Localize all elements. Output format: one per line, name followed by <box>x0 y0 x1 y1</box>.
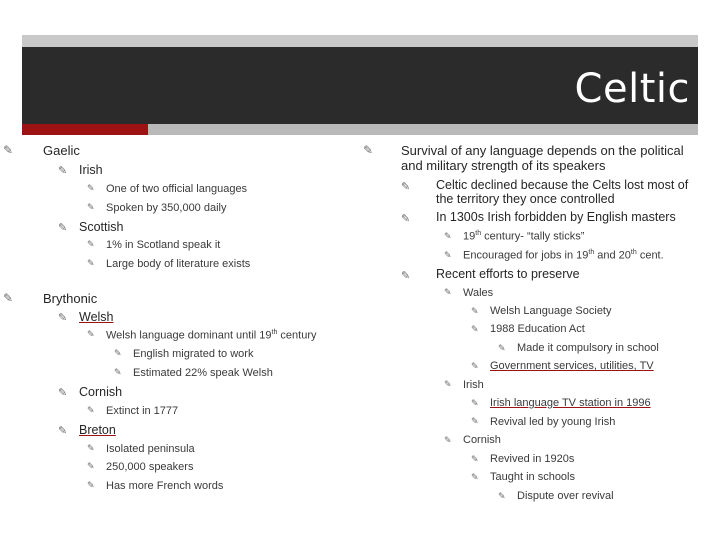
heading-gaelic: Gaelic <box>43 143 80 158</box>
scottish-point-2: Large body of literature exists <box>106 258 251 270</box>
pushpin-icon: ✎ <box>87 444 95 454</box>
wales-point-2: 1988 Education Act <box>490 323 585 335</box>
breton-point-3: Has more French words <box>106 480 224 492</box>
pushpin-icon: ✎ <box>498 492 506 502</box>
pushpin-icon: ✎ <box>471 362 479 372</box>
pushpin-icon: ✎ <box>3 291 14 305</box>
pushpin-icon: ✎ <box>444 380 452 390</box>
pushpin-icon: ✎ <box>471 473 479 483</box>
item-irish: Irish <box>79 163 103 177</box>
welsh-point-1: Welsh language dominant until 19th century <box>106 329 317 342</box>
irish-point-1-right[interactable]: Irish language TV station in 1996 <box>490 397 651 409</box>
item-irish-right: Irish <box>463 379 484 391</box>
scottish-point-1: 1% in Scotland speak it <box>106 239 221 251</box>
wales-subpoint-1: Made it compulsory in school <box>517 342 659 354</box>
pushpin-icon: ✎ <box>401 180 411 193</box>
pushpin-icon: ✎ <box>3 143 14 157</box>
pushpin-icon: ✎ <box>87 259 95 269</box>
decline-line-1: Celtic declined because the Celts lost most of <box>436 178 689 192</box>
irish-point-2-right: Revival led by young Irish <box>490 416 616 428</box>
breton-point-2: 250,000 speakers <box>106 461 194 473</box>
survival-line-2: and military strength of its speakers <box>401 158 606 173</box>
pushpin-icon: ✎ <box>471 325 479 335</box>
wales-point-1: Welsh Language Society <box>490 305 612 317</box>
wales-point-3[interactable]: Government services, utilities, TV <box>490 360 654 372</box>
top-bar <box>22 35 698 47</box>
pushpin-icon: ✎ <box>58 311 68 324</box>
cornish-point-1-right: Revived in 1920s <box>490 453 575 465</box>
pushpin-icon: ✎ <box>87 330 95 340</box>
heading-brythonic: Brythonic <box>43 291 98 306</box>
pushpin-icon: ✎ <box>58 424 68 437</box>
accent-bar-gray <box>148 124 698 135</box>
pushpin-icon: ✎ <box>87 481 95 491</box>
welsh-subpoint-1: English migrated to work <box>133 348 254 360</box>
forbidden-point-2: Encouraged for jobs in 19th and 20th cent. <box>463 249 664 262</box>
breton-point-1: Isolated peninsula <box>106 443 195 455</box>
pushpin-icon: ✎ <box>444 232 452 242</box>
pushpin-icon: ✎ <box>471 455 479 465</box>
pushpin-icon: ✎ <box>444 436 452 446</box>
pushpin-icon: ✎ <box>87 184 95 194</box>
cornish-point-2-right: Taught in schools <box>490 471 575 483</box>
recent-efforts: Recent efforts to preserve <box>436 267 580 281</box>
item-scottish: Scottish <box>79 220 124 234</box>
pushpin-icon: ✎ <box>58 386 68 399</box>
pushpin-icon: ✎ <box>444 288 452 298</box>
item-welsh[interactable]: Welsh <box>79 310 114 324</box>
forbidden-point-1: 19th century- “tally sticks” <box>463 230 585 243</box>
cornish-subpoint-1-right: Dispute over revival <box>517 490 614 502</box>
pushpin-icon: ✎ <box>114 368 122 378</box>
pushpin-icon: ✎ <box>444 251 452 261</box>
pushpin-icon: ✎ <box>363 143 374 157</box>
pushpin-icon: ✎ <box>87 203 95 213</box>
pushpin-icon: ✎ <box>87 406 95 416</box>
decline-line-2: the territory they once controlled <box>436 192 615 206</box>
pushpin-icon: ✎ <box>471 417 479 427</box>
pushpin-icon: ✎ <box>58 164 68 177</box>
pushpin-icon: ✎ <box>114 349 122 359</box>
item-breton[interactable]: Breton <box>79 423 116 437</box>
pushpin-icon: ✎ <box>498 344 506 354</box>
forbidden-line: In 1300s Irish forbidden by English masters <box>436 210 676 224</box>
pushpin-icon: ✎ <box>401 212 411 225</box>
slide-title: Celtic <box>574 66 690 112</box>
pushpin-icon: ✎ <box>471 307 479 317</box>
cornish-point-1: Extinct in 1777 <box>106 405 179 417</box>
pushpin-icon: ✎ <box>87 462 95 472</box>
irish-point-1: One of two official languages <box>106 183 248 195</box>
item-cornish-right: Cornish <box>463 434 501 446</box>
pushpin-icon: ✎ <box>401 269 411 282</box>
irish-point-2: Spoken by 350,000 daily <box>106 202 227 214</box>
pushpin-icon: ✎ <box>58 221 68 234</box>
item-cornish: Cornish <box>79 385 123 399</box>
pushpin-icon: ✎ <box>471 399 479 409</box>
survival-line-1: Survival of any language depends on the political <box>401 143 684 158</box>
item-wales: Wales <box>463 287 494 299</box>
pushpin-icon: ✎ <box>87 240 95 250</box>
welsh-subpoint-2: Estimated 22% speak Welsh <box>133 367 273 379</box>
accent-bar-red <box>22 124 148 135</box>
